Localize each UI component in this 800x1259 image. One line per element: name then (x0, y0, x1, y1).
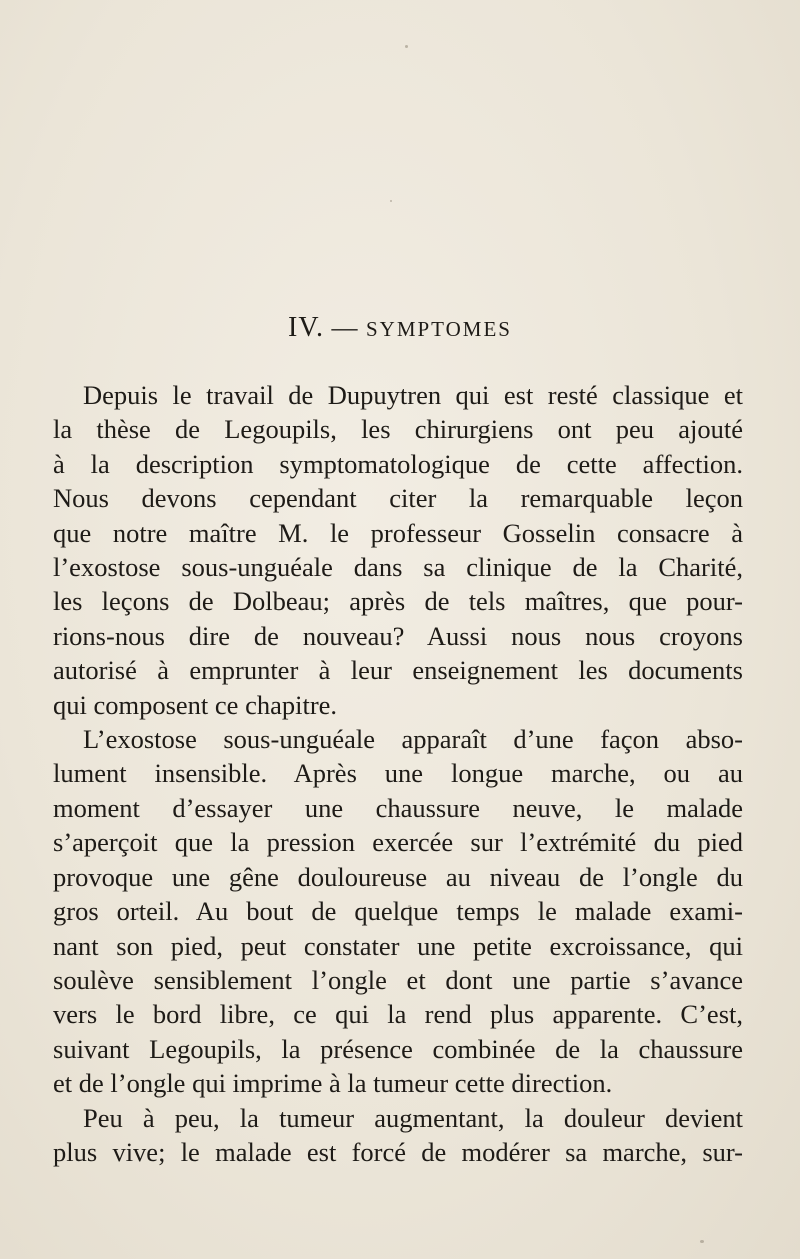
heading-dash: — (331, 313, 359, 342)
text-line: s’aperçoit que la pression exercée sur l’extrémité du pied (53, 827, 743, 858)
paper-speck (390, 200, 392, 202)
text-line: vers le bord libre, ce qui la rend plus apparente. C’est, (53, 999, 743, 1030)
section-heading (0, 312, 800, 344)
text-line: rions-nous dire de nouveau? Aussi nous nous croyons (53, 620, 743, 651)
text-line: l’exostose sous-unguéale dans sa clinique de la Charité, (53, 552, 743, 583)
text-line: que notre maître M. le professeur Gosselin consacre à (53, 517, 743, 548)
text-line: les leçons de Dolbeau; après de tels maîtres, que pour- (53, 586, 743, 617)
paper-speck (700, 1240, 704, 1243)
body-text (53, 378, 743, 1169)
text-line: L’exostose sous-unguéale apparaît d’une façon abso- (83, 724, 743, 755)
paragraph (53, 378, 743, 722)
text-line: gros orteil. Au bout de quelque temps le malade exami- (53, 896, 743, 927)
text-line: la thèse de Legoupils, les chirurgiens ont peu ajouté (53, 414, 743, 445)
text-line: Nous devons cependant citer la remarquable leçon (53, 483, 743, 514)
text-line: Peu à peu, la tumeur augmentant, la douleur devient (83, 1102, 743, 1133)
paragraph (53, 722, 743, 1100)
text-line: provoque une gêne douloureuse au niveau de l’ongle du (53, 861, 743, 892)
text-line: à la description symptomatologique de cette affection. (53, 448, 743, 479)
section-number: IV. (288, 312, 324, 343)
section-title: SYMPTOMES (365, 317, 512, 341)
paragraph (53, 1101, 743, 1170)
text-line: moment d’essayer une chaussure neuve, le malade (53, 792, 743, 823)
text-line: nant son pied, peut constater une petite excroissance, qui (53, 930, 743, 961)
text-line: qui composent ce chapitre. (53, 689, 338, 720)
text-line: soulève sensiblement l’ongle et dont une partie s’avance (53, 964, 743, 995)
text-line: autorisé à emprunter à leur enseignement les documents (53, 655, 743, 686)
text-line: Depuis le travail de Dupuytren qui est resté classique et (83, 380, 743, 410)
text-line: lument insensible. Après une longue marche, ou au (53, 758, 743, 789)
text-line: plus vive; le malade est forcé de modérer sa marche, sur- (53, 1136, 743, 1167)
text-line: et de l’ongle qui imprime à la tumeur cette direction. (53, 1068, 613, 1099)
paper-speck (405, 45, 408, 48)
text-line: suivant Legoupils, la présence combinée de la chaussure (53, 1033, 743, 1064)
